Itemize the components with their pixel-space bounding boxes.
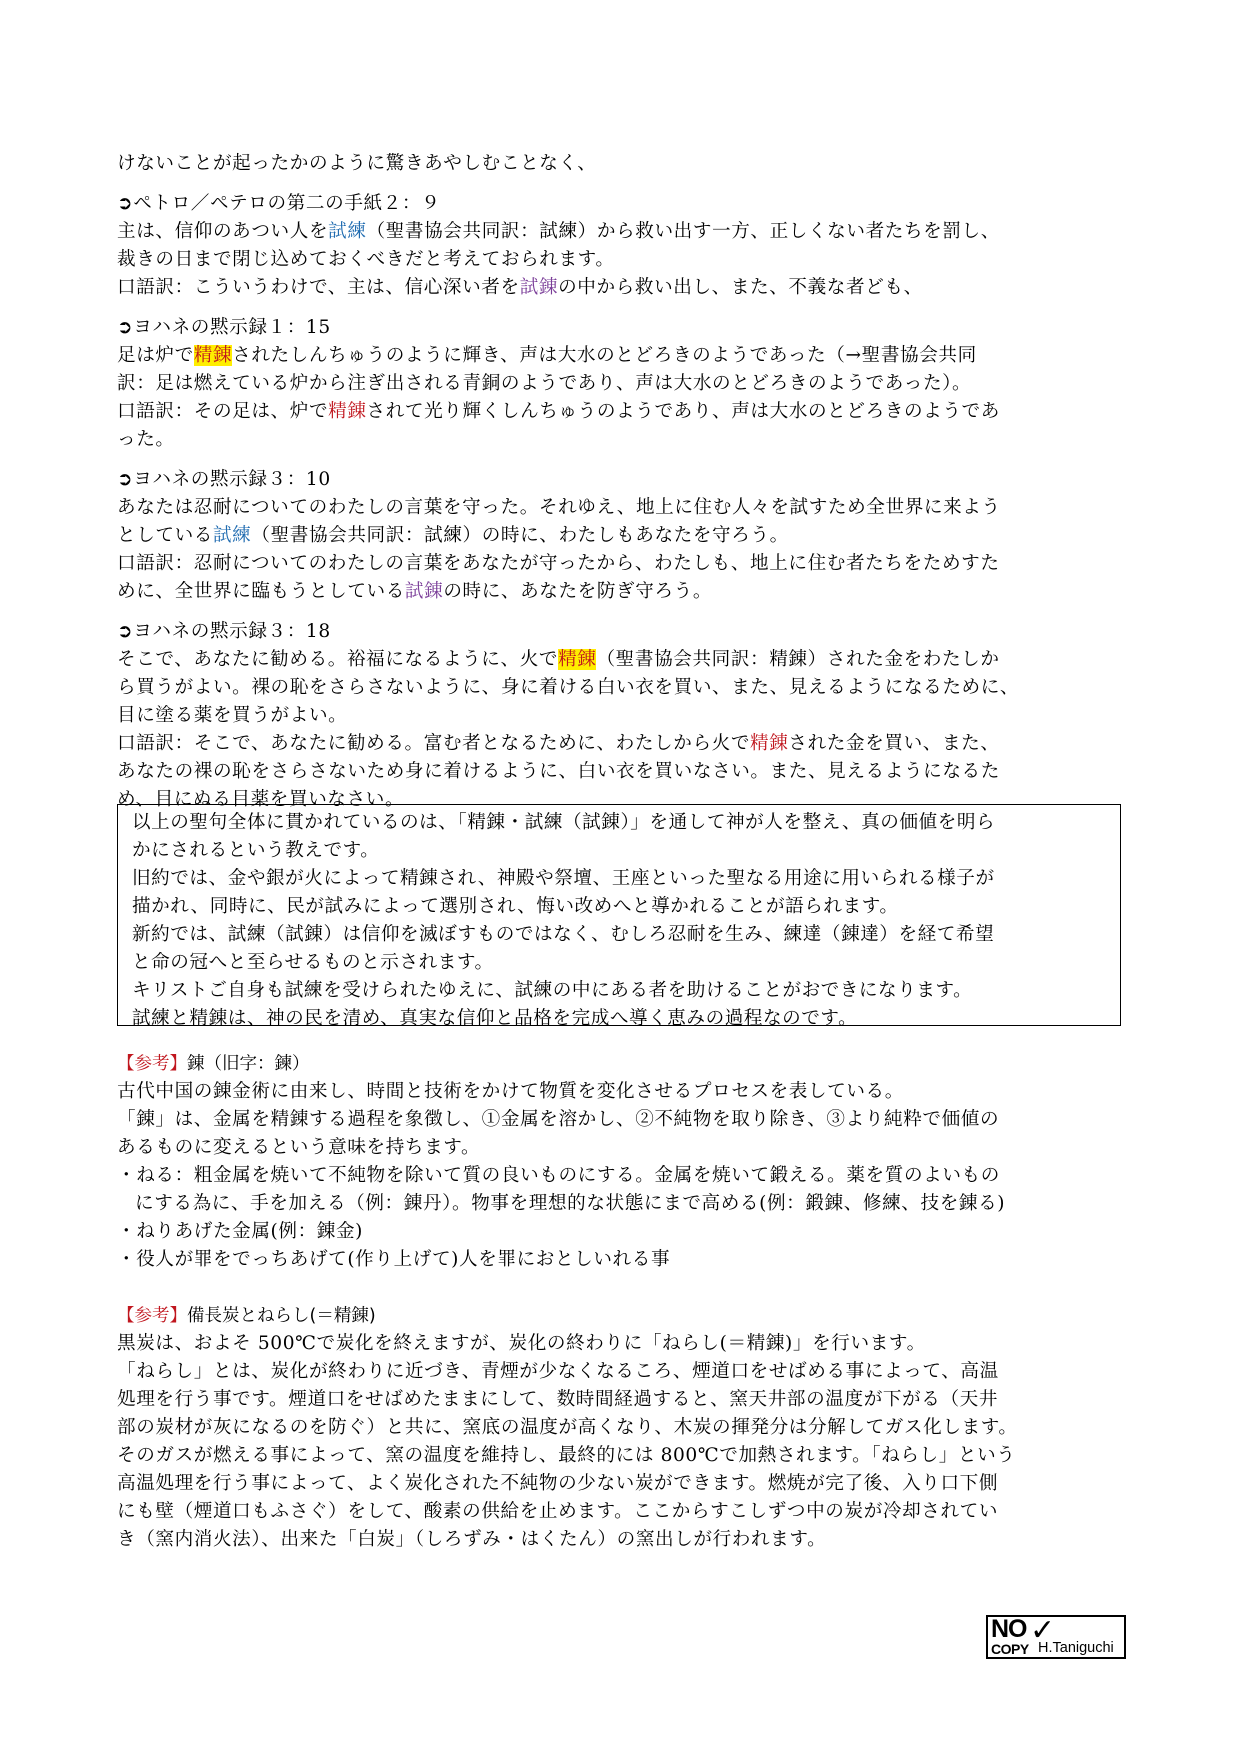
text-line: 口語訳：忍耐についてのわたしの言葉をあなたが守ったから、わたしも、地上に住む者たちをためすた bbox=[117, 553, 1000, 574]
text-line: め、目にぬる目薬を買いなさい。 bbox=[117, 789, 405, 810]
text-line: ・役人が罪をでっちあげて(作り上げて)人を罪におとしいれる事 bbox=[117, 1249, 671, 1270]
text-line: 足は炉で精錬されたしんちゅうのように輝き、声は大水のとどろきのようであった（→聖書協会共同 bbox=[117, 345, 977, 366]
text-line: にも壁（煙道口もふさぐ）をして、酸素の供給を止めます。ここからすこしずつ中の炭が冷却されてい bbox=[117, 1501, 999, 1522]
summary-line: 試練と精錬は、神の民を清め、真実な信仰と品格を完成へ導く恵みの過程なのです。 bbox=[132, 1008, 858, 1029]
verse-heading: ➲ヨハネの黙示録３：18 bbox=[117, 621, 331, 642]
text-line: 裁きの日まで閉じ込めておくべきだと考えておられます。 bbox=[117, 249, 615, 270]
text-line: ら買うがよい。裸の恥をさらさないように、身に着ける白い衣を買い、また、見えるようになるために、 bbox=[117, 677, 1020, 698]
reference-tag: 【参考】 bbox=[117, 1306, 187, 1326]
text-line: そのガスが燃える事によって、窯の温度を維持し、最終的には 800℃で加熱されます。「ねらし」という bbox=[117, 1445, 1016, 1466]
text-line: にする為に、手を加える（例：錬丹）。物事を理想的な状態にまで高める(例：鍛錬、修練、技を錬る) bbox=[135, 1193, 1006, 1214]
text-line: あるものに変えるという意味を持ちます。 bbox=[117, 1137, 481, 1158]
text-line: あなたは忍耐についてのわたしの言葉を守った。それゆえ、地上に住む人々を試すため全世界に来よう bbox=[117, 497, 1001, 518]
text-line: 主は、信仰のあつい人を試練（聖書協会共同訳：試練）から救い出す一方、正しくない者たちを罰し、 bbox=[117, 221, 1000, 242]
arrow-icon: ➲ bbox=[117, 469, 134, 490]
reference-heading: 【参考】錬（旧字：鍊） bbox=[117, 1054, 310, 1074]
verse-heading: ➲ペトロ／ペテロの第二の手紙２：９ bbox=[117, 193, 441, 214]
verse-section bbox=[117, 150, 1127, 814]
keyword: 試練 bbox=[328, 221, 367, 242]
text-line: 目に塗る薬を買うがよい。 bbox=[117, 705, 348, 726]
logo-author: H.Taniguchi bbox=[1038, 1640, 1114, 1656]
logo-no: NO bbox=[991, 1615, 1027, 1643]
verse-heading: ➲ヨハネの黙示録３：10 bbox=[117, 469, 331, 490]
text-line: 「ねらし」とは、炭化が終わりに近づき、青煙が少なくなるころ、煙道口をせばめる事によって、高温 bbox=[117, 1361, 999, 1382]
summary-box bbox=[117, 804, 1121, 1029]
arrow-icon: ➲ bbox=[117, 621, 134, 642]
keyword-highlight: 精錬 bbox=[558, 649, 597, 670]
text-line: けないことが起ったかのように驚きあやしむことなく、 bbox=[117, 153, 597, 174]
summary-line: キリストご自身も試練を受けられたゆえに、試練の中にある者を助けることがおできになります。 bbox=[132, 980, 973, 1001]
text-line: き（窯内消火法）、出来た「白炭」（しろずみ・はくたん）の窯出しが行われます。 bbox=[117, 1529, 827, 1550]
summary-line: 新約では、試練（試錬）は信仰を滅ぼすものではなく、むしろ忍耐を生み、練達（錬達）を経て希望 bbox=[132, 924, 995, 945]
text-line: 古代中国の錬金術に由来し、時間と技術をかけて物質を変化させるプロセスを表している。 bbox=[117, 1081, 904, 1102]
text-line: ・ねる：粗金属を焼いて不純物を除いて質の良いものにする。金属を焼いて鍛える。薬を質のよいもの bbox=[117, 1165, 1000, 1186]
checkmark-icon: ✓ bbox=[1030, 1614, 1056, 1647]
no-copy-logo bbox=[986, 1615, 1126, 1659]
reference-heading: 【参考】備長炭とねらし(＝精錬) bbox=[117, 1306, 376, 1326]
verse-heading: ➲ヨハネの黙示録１：15 bbox=[117, 317, 331, 338]
summary-line: 以上の聖句全体に貫かれているのは、「精錬・試練（試錬）」を通して神が人を整え、真の価値を明ら bbox=[132, 812, 996, 833]
text-line: あなたの裸の恥をさらさないため身に着けるように、白い衣を買いなさい。また、見えるようになるた bbox=[117, 761, 1000, 782]
arrow-icon: ➲ bbox=[117, 193, 134, 214]
keyword: 精錬 bbox=[328, 401, 367, 422]
text-line: そこで、あなたに勧める。裕福になるように、火で精錬（聖書協会共同訳：精錬）された金をわたしか bbox=[117, 649, 1000, 670]
arrow-icon: ➲ bbox=[117, 317, 134, 338]
text-line: 高温処理を行う事によって、よく炭化された不純物の少ない炭ができます。燃焼が完了後、入り口下側 bbox=[117, 1473, 999, 1494]
text-line: 口語訳：そこで、あなたに勧める。富む者となるために、わたしから火で精錬された金を買い、また、 bbox=[117, 733, 1000, 754]
keyword: 精錬 bbox=[750, 733, 789, 754]
text-line: 訳：足は燃えている炉から注ぎ出される青銅のようであり、声は大水のとどろきのようであった）。 bbox=[117, 373, 972, 394]
text-line: 口語訳：その足は、炉で精錬されて光り輝くしんちゅうのようであり、声は大水のとどろきのようであ bbox=[117, 401, 1000, 422]
text-line: としている試練（聖書協会共同訳：試練）の時に、わたしもあなたを守ろう。 bbox=[117, 525, 789, 546]
summary-line: と命の冠へと至らせるものと示されます。 bbox=[132, 952, 494, 973]
text-line: 部の炭材が灰になるのを防ぐ）と共に、窯底の温度が高くなり、木炭の揮発分は分解してガス化します。 bbox=[117, 1417, 1018, 1438]
summary-line: 描かれ、同時に、民が試みによって選別され、悔い改めへと導かれることが語られます。 bbox=[132, 896, 899, 917]
text-line: 黒炭は、およそ 500℃で炭化を終えますが、炭化の終わりに「ねらし(＝精錬)」を行います。 bbox=[117, 1333, 926, 1354]
keyword-highlight: 精錬 bbox=[193, 345, 233, 366]
text-line: 口語訳：こういうわけで、主は、信心深い者を試錬の中から救い出し、また、不義な者ども、 bbox=[117, 277, 923, 298]
text-line: 「錬」は、金属を精錬する過程を象徴し、①金属を溶かし、②不純物を取り除き、③より純粋で価値の bbox=[117, 1109, 1000, 1130]
text-line: った。 bbox=[117, 429, 175, 450]
reference-section-binchotan bbox=[117, 1302, 1127, 1554]
keyword: 試錬 bbox=[404, 581, 444, 602]
reference-section-ren bbox=[117, 1050, 1127, 1274]
keyword: 試練 bbox=[212, 525, 252, 546]
summary-line: かにされるという教えです。 bbox=[132, 840, 380, 861]
text-line: めに、全世界に臨もうとしている試錬の時に、あなたを防ぎ守ろう。 bbox=[117, 581, 713, 602]
logo-copy: COPY bbox=[991, 1641, 1029, 1657]
text-line: ・ねりあげた金属(例：錬金) bbox=[117, 1221, 364, 1242]
reference-tag: 【参考】 bbox=[117, 1054, 187, 1074]
text-line: 処理を行う事です。煙道口をせばめたままにして、数時間経過すると、窯天井部の温度が下がる（天井 bbox=[117, 1389, 999, 1410]
keyword: 試錬 bbox=[519, 277, 559, 298]
summary-line: 旧約では、金や銀が火によって精錬され、神殿や祭壇、王座といった聖なる用途に用いられる様子が bbox=[132, 868, 995, 889]
